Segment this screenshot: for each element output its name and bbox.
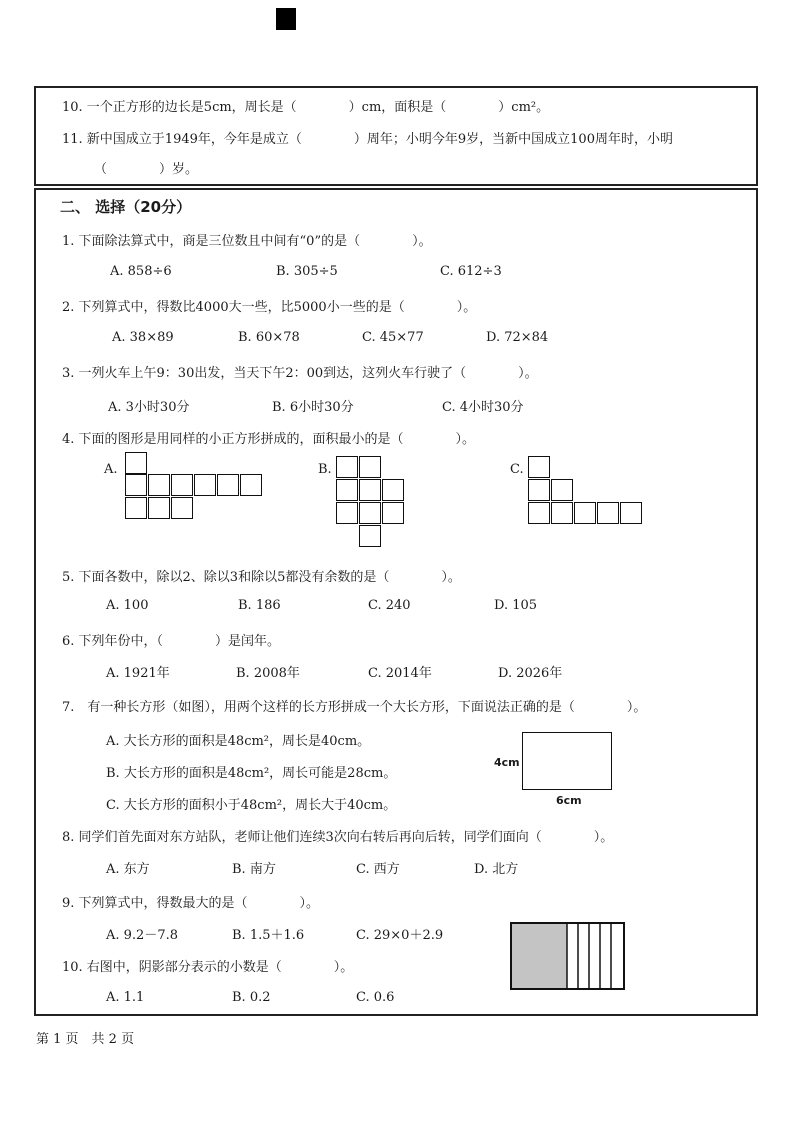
page-footer: 第 1 页 共 2 页 [36, 1032, 135, 1047]
q5-option-d: D. 105 [494, 598, 538, 613]
question-1: 1. 下面除法算式中，商是三位数且中间有“0”的是（ ）。 [62, 234, 432, 249]
q7-height-label: 4cm [494, 756, 520, 769]
q10-shaded-strip-figure [510, 922, 626, 990]
question-2: 2. 下列算式中，得数比4000大一些，比5000小一些的是（ ）。 [62, 300, 477, 315]
question-11-fill: 11. 新中国成立于1949年，今年是成立（ ）周年；小明今年9岁，当新中国成立100周年时，小明 [62, 132, 673, 147]
q3-option-c: C. 4小时30分 [442, 400, 524, 415]
q10-option-b: B. 0.2 [232, 990, 271, 1005]
q7-option-a: A. 大长方形的面积是48cm²，周长是40cm。 [106, 734, 371, 749]
registration-marker [276, 8, 296, 30]
q9-option-a: A. 9.2－7.8 [106, 928, 179, 943]
q1-option-c: C. 612÷3 [440, 264, 502, 279]
question-10: 10. 右图中，阴影部分表示的小数是（ ）。 [62, 960, 354, 975]
q8-option-b: B. 南方 [232, 862, 276, 877]
q10-option-c: C. 0.6 [356, 990, 395, 1005]
q10-option-a: A. 1.1 [106, 990, 145, 1005]
question-10-fill: 10. 一个正方形的边长是5cm，周长是（ ）cm，面积是（ ）cm²。 [62, 100, 550, 115]
question-6: 6. 下列年份中，（ ）是闰年。 [62, 634, 281, 649]
q6-option-d: D. 2026年 [498, 666, 563, 681]
q6-option-c: C. 2014年 [368, 666, 432, 681]
q8-option-d: D. 北方 [474, 862, 519, 877]
question-11-fill-cont: （ ）岁。 [94, 162, 199, 177]
q2-option-d: D. 72×84 [486, 330, 549, 345]
q6-option-b: B. 2008年 [236, 666, 300, 681]
q4-option-a: A. [104, 462, 118, 477]
q1-option-b: B. 305÷5 [276, 264, 338, 279]
q10-shaded-part [511, 923, 567, 989]
question-8: 8. 同学们首先面对东方站队，老师让他们连续3次向右转后再向后转，同学们面向（ ）。 [62, 830, 614, 845]
q5-option-b: B. 186 [238, 598, 281, 613]
q2-option-c: C. 45×77 [362, 330, 424, 345]
q7-option-b: B. 大长方形的面积是48cm²，周长可能是28cm。 [106, 766, 397, 781]
section-title: 二、 选择（20分） [60, 198, 192, 216]
q2-option-a: A. 38×89 [112, 330, 174, 345]
question-5: 5. 下面各数中，除以2、除以3和除以5都没有余数的是（ ）。 [62, 570, 461, 585]
q9-option-c: C. 29×0＋2.9 [356, 928, 444, 943]
q8-option-c: C. 西方 [356, 862, 400, 877]
q8-option-a: A. 东方 [106, 862, 150, 877]
q5-option-a: A. 100 [106, 598, 149, 613]
question-9: 9. 下列算式中，得数最大的是（ ）。 [62, 896, 320, 911]
question-4: 4. 下面的图形是用同样的小正方形拼成的，面积最小的是（ ）。 [62, 432, 476, 447]
q3-option-a: A. 3小时30分 [108, 400, 190, 415]
q5-option-c: C. 240 [368, 598, 411, 613]
question-7: 7. 有一种长方形（如图），用两个这样的长方形拼成一个大长方形，下面说法正确的是（ ）。 [62, 700, 647, 715]
q4-option-b: B. [318, 462, 332, 477]
q6-option-a: A. 1921年 [106, 666, 170, 681]
q1-option-a: A. 858÷6 [110, 264, 172, 279]
q7-rectangle-figure [522, 732, 612, 790]
q2-option-b: B. 60×78 [238, 330, 300, 345]
q3-option-b: B. 6小时30分 [272, 400, 354, 415]
q4-option-c: C. [510, 462, 524, 477]
q7-width-label: 6cm [556, 794, 582, 807]
q10-strip-dividers [567, 923, 611, 989]
question-3: 3. 一列火车上午9：30出发，当天下午2：00到达，这列火车行驶了（ ）。 [62, 366, 538, 381]
q7-option-c: C. 大长方形的面积小于48cm²，周长大于40cm。 [106, 798, 397, 813]
q9-option-b: B. 1.5＋1.6 [232, 928, 305, 943]
